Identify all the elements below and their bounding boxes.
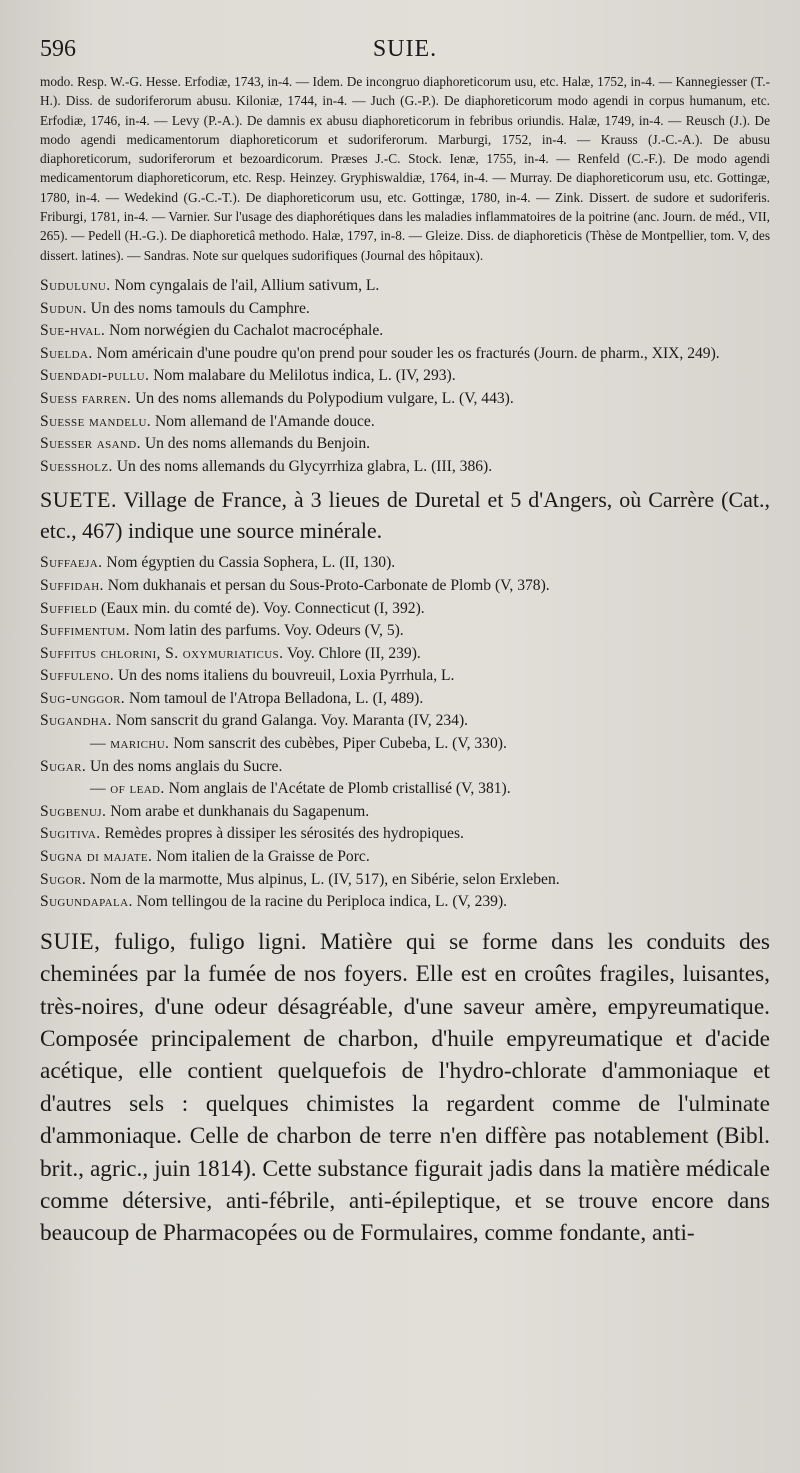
- entry-headword: Suffitus chlorini, S. oxymuriaticus.: [40, 644, 284, 662]
- entry-text: Nom allemand de l'Amande douce.: [155, 412, 375, 430]
- entry-text: (Eaux min. du comté de). Voy. Connecticut (I, 392).: [101, 599, 425, 617]
- entry-headword: Sue-hval.: [40, 322, 106, 340]
- entry-headword: Sudun.: [40, 299, 87, 317]
- entry-text: Voy. Chlore (II, 239).: [287, 644, 421, 662]
- entry-headword: Suffuleno.: [40, 667, 115, 685]
- entry-headword: Sugna di majate.: [40, 848, 153, 866]
- entry-text: Un des noms italiens du bouvreuil, Loxia Pyrrhula, L.: [117, 667, 455, 685]
- entry-text: Nom malabare du Melilotus indica, L. (IV, 293).: [153, 367, 456, 385]
- entry-headword: SUETE.: [40, 487, 117, 513]
- entry-headword: Suffaeja.: [40, 554, 103, 572]
- entry-suessholz: [40, 456, 770, 479]
- entry-headword: Suffidah.: [40, 576, 104, 594]
- entry-sugbenuj: [40, 801, 770, 824]
- entry-text: Un des noms anglais du Sucre.: [90, 757, 283, 775]
- entry-sugor: [40, 869, 770, 892]
- entry-headword: — of lead.: [90, 780, 165, 798]
- entry-suffimentum: [40, 620, 770, 643]
- entry-text: Nom anglais de l'Acétate de Plomb cristallisé (V, 381).: [168, 780, 511, 798]
- entry-text: fuligo, fuligo ligni. Matière qui se forme dans les conduits des cheminées par la fumée de nos foyers. Elle est en croûtes fragiles, luisantes, très-noires, d'une odeur désagréable, d'une saveur amère, empyreumatique. Composée principalement de charbon, d'huile empyreumatique et d'acide acétique, elle contient quelquefois de l'hydro-chlorate d'ammoniaque et d'autres sels : quelques chimistes la regardent comme de l'ulminate d'ammoniaque. Celle de charbon de terre n'en diffère pas notablement (Bibl. brit., agric., juin 1814). Cette substance figurait jadis dans la matière médicale comme détersive, anti-fébrile, anti-épileptique, et se trouve encore dans beaucoup de Pharmacopées ou de Formulaires, comme fondante, anti-: [40, 928, 770, 1247]
- entry-headword: Sugbenuj.: [40, 802, 107, 820]
- entry-headword: Sugitiva.: [40, 825, 101, 843]
- entry-sugna-di-majate: [40, 846, 770, 869]
- entry-text: Nom sanscrit du grand Galanga. Voy. Maranta (IV, 234).: [115, 712, 469, 730]
- entry-text: Nom américain d'une poudre qu'on prend pour souder les os fracturés (Journ. de pharm., XIX, 249).: [96, 344, 720, 362]
- entry-suffield: [40, 598, 770, 621]
- entry-text: Un des noms allemands du Polypodium vulgare, L. (V, 443).: [135, 389, 514, 407]
- entry-sue-hval: [40, 320, 770, 343]
- entry-suffitus: [40, 643, 770, 666]
- bibliography-paragraph: modo. Resp. W.-G. Hesse. Erfodiæ, 1743, in-4. — Idem. De incongruo diaphoreticorum usu, etc. Halæ, 1752, in-4. — Kannegiesser (T.-H.). Diss. de sudoriferorum abusu. Kiloniæ, 1744, in-4. — Juch (G.-P.). De diaphoreticorum modo agendi in corpus humanum, etc. Erfodiæ, 1746, in-4. — Levy (P.-A.). De damnis ex abusu diaphoreticorum in febribus oriundis. Halæ, 1749, in-4. — Reusch (J.). De modo agendi medicamentorum diaphoreticorum et sudoriferorum. Marburgi, 1752, in-4. — Krauss (J.-C.-A.). De abusu diaphoreticorum, sudoriferorum et bezoardicorum. Præses J.-C. Stock. Ienæ, 1755, in-4. — Renfeld (C.-F.). De modo agendi medicamentorum diaphoreticorum, etc. Resp. Heinzey. Gryphiswaldiæ, 1764, in-4. — Murray. De diaphoreticorum usu, etc. Gottingæ, 1780, in-4. — Wedekind (G.-C.-T.). De diaphoreticorum usu, etc. Gottingæ, 1780, in-4. — Zink. Dissert. de sudore et sudoriferis. Friburgi, 1781, in-4. — Varnier. Sur l'usage des diaphorétiques dans les maladies inflammatoires de la poitrine (anc. Journ. de méd., VII, 265). — Pedell (H.-G.). De diaphoreticâ methodo. Halæ, 1797, in-8. — Gleize. Diss. de diaphoreticis (Thèse de Montpellier, tom. V, des dissert. latines). — Sandras. Note sur quelques sudorifiques (Journal des hôpitaux).: [40, 74, 770, 263]
- entry-suete: [40, 484, 770, 546]
- entry-suffidah: [40, 575, 770, 598]
- page-header: [40, 0, 770, 72]
- entry-sugundapala: [40, 891, 770, 914]
- entry-sugitiva: [40, 823, 770, 846]
- entry-text: Remèdes propres à dissiper les sérosités des hydropiques.: [104, 825, 464, 843]
- entry-text: Nom tamoul de l'Atropa Belladona, L. (I, 489).: [129, 689, 424, 707]
- entry-sugar: [40, 756, 770, 779]
- entry-headword: Suffield: [40, 599, 98, 617]
- entry-text: Nom sanscrit des cubèbes, Piper Cubeba, L. (V, 330).: [173, 735, 507, 753]
- entry-sugandha: [40, 710, 770, 733]
- entry-headword: Sug-unggor.: [40, 689, 126, 707]
- entries-list-b: [40, 552, 770, 914]
- entry-sug-unggor: [40, 688, 770, 711]
- entry-headword: Sudulunu.: [40, 276, 111, 294]
- entry-suelda: [40, 343, 770, 366]
- entry-suffuleno: [40, 665, 770, 688]
- entry-text: Nom norwégien du Cachalot macrocéphale.: [109, 322, 384, 340]
- entry-sugandha-marichu: [40, 733, 770, 756]
- entry-suendadi-pullu: [40, 365, 770, 388]
- entry-suesser-asand: [40, 433, 770, 456]
- entry-headword: Sugundapala.: [40, 893, 133, 911]
- running-title: SUIE.: [372, 36, 438, 62]
- entry-headword: Suesser asand.: [40, 435, 141, 453]
- entry-text: Un des noms tamouls du Camphre.: [90, 299, 310, 317]
- entry-text: Nom égyptien du Cassia Sophera, L. (II, 130).: [106, 554, 396, 572]
- entry-headword: Sugandha.: [40, 712, 112, 730]
- entry-headword: Sugar.: [40, 757, 87, 775]
- entry-text: Nom cyngalais de l'ail, Allium sativum, L.: [114, 276, 380, 294]
- entry-headword: SUIE,: [40, 928, 101, 955]
- entry-text: Nom de la marmotte, Mus alpinus, L. (IV, 517), en Sibérie, selon Erxleben.: [90, 870, 560, 888]
- entry-suie: [40, 926, 770, 1250]
- entries-list-a: [40, 275, 770, 478]
- entry-sugar-of-lead: [40, 778, 770, 801]
- entry-text: Nom arabe et dunkhanais du Sagapenum.: [110, 802, 370, 820]
- page-number: 596: [40, 36, 76, 62]
- entry-suffaeja: [40, 552, 770, 575]
- entry-text: Nom dukhanais et persan du Sous-Proto-Carbonate de Plomb (V, 378).: [107, 576, 550, 594]
- entry-suess-farren: [40, 388, 770, 411]
- entry-text: Nom tellingou de la racine du Periploca indica, L. (V, 239).: [136, 893, 508, 911]
- entry-headword: Suffimentum.: [40, 622, 131, 640]
- entry-text: Un des noms allemands du Benjoin.: [144, 435, 371, 453]
- entry-headword: Suessholz.: [40, 457, 113, 475]
- entry-text: Village de France, à 3 lieues de Duretal et 5 d'Angers, où Carrère (Cat., etc., 467) indique une source minérale.: [40, 487, 770, 544]
- entry-headword: — marichu.: [90, 735, 170, 753]
- entry-sudun: [40, 298, 770, 321]
- entry-text: Nom italien de la Graisse de Porc.: [156, 848, 370, 866]
- entry-headword: Suesse mandelu.: [40, 412, 152, 430]
- entry-sudulunu: [40, 275, 770, 298]
- entry-headword: Suess farren.: [40, 389, 132, 407]
- entry-text: Nom latin des parfums. Voy. Odeurs (V, 5).: [134, 622, 404, 640]
- entry-headword: Sugor.: [40, 870, 87, 888]
- entry-headword: Suelda.: [40, 344, 93, 362]
- entry-text: Un des noms allemands du Glycyrrhiza glabra, L. (III, 386).: [116, 457, 493, 475]
- entry-headword: Suendadi-pullu.: [40, 367, 150, 385]
- entry-suesse-mandelu: [40, 411, 770, 434]
